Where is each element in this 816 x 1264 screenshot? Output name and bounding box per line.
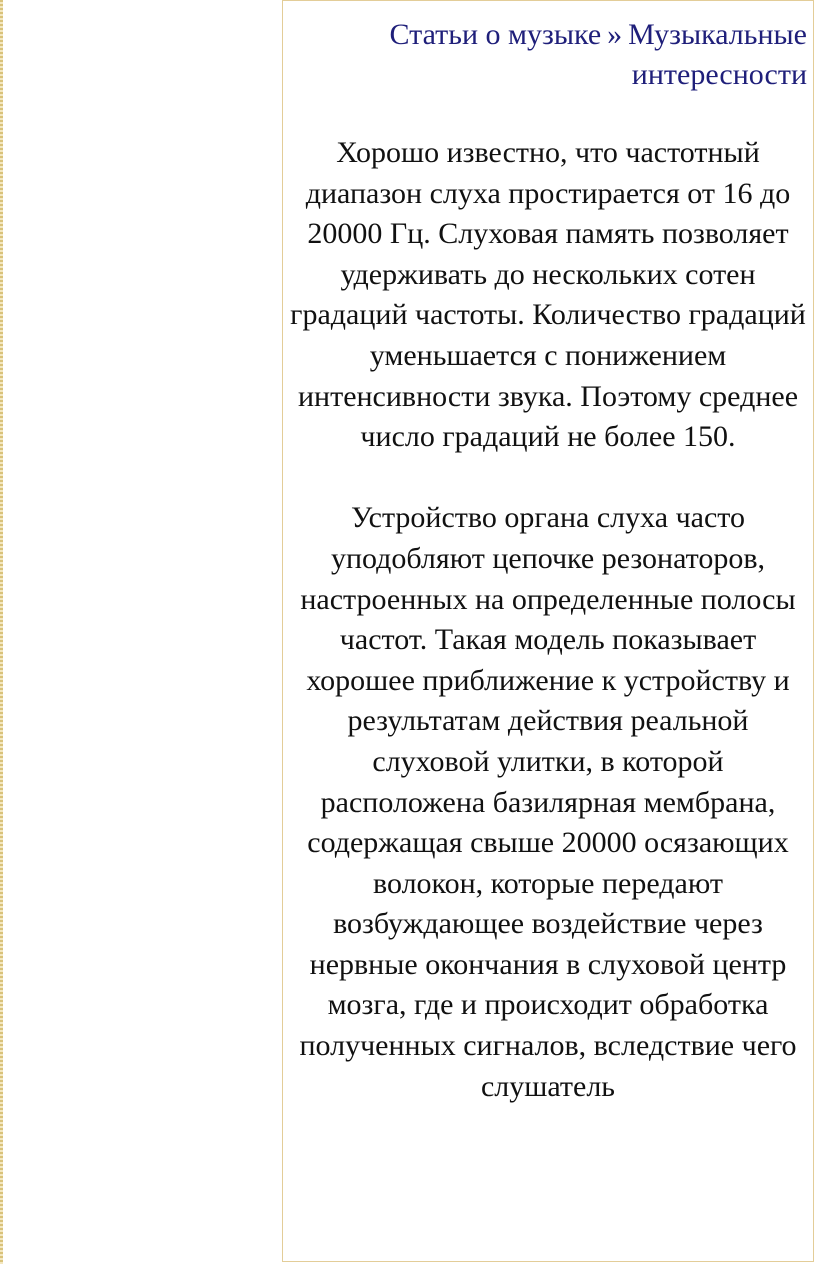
breadcrumb bbox=[287, 15, 807, 95]
left-edge-border bbox=[0, 0, 3, 1264]
breadcrumb-separator: » bbox=[607, 18, 623, 51]
breadcrumb-parent-link[interactable]: Статьи о музыке bbox=[389, 18, 602, 51]
article-paragraph: Хорошо известно, что частотный диапазон слуха простирается от 16 до 20000 Гц. Слуховая память позволяет удерживать до нескольких сотен градаций частоты. Количество градаций уменьшается с понижением интенсивности звука. Поэтому среднее число градаций не более 150. bbox=[290, 136, 806, 454]
breadcrumb-current[interactable]: Музыкальные интересности bbox=[628, 18, 807, 91]
article-body bbox=[283, 133, 813, 1148]
article-paragraph: Устройство органа слуха часто уподобляют цепочке резонаторов, настроенных на определенные полосы частот. Такая модель показывает хорошее приближение к устройству и результатам действия реальной слуховой улитки, в которой расположена базилярная мембрана, содержащая свыше 20000 осязающих волокон, которые передают возбуждающее воздействие через нервные окончания в слуховой центр мозга, где и происходит обработка полученных сигналов, вследствие чего слушатель bbox=[299, 501, 797, 1103]
content-panel bbox=[282, 0, 814, 1262]
